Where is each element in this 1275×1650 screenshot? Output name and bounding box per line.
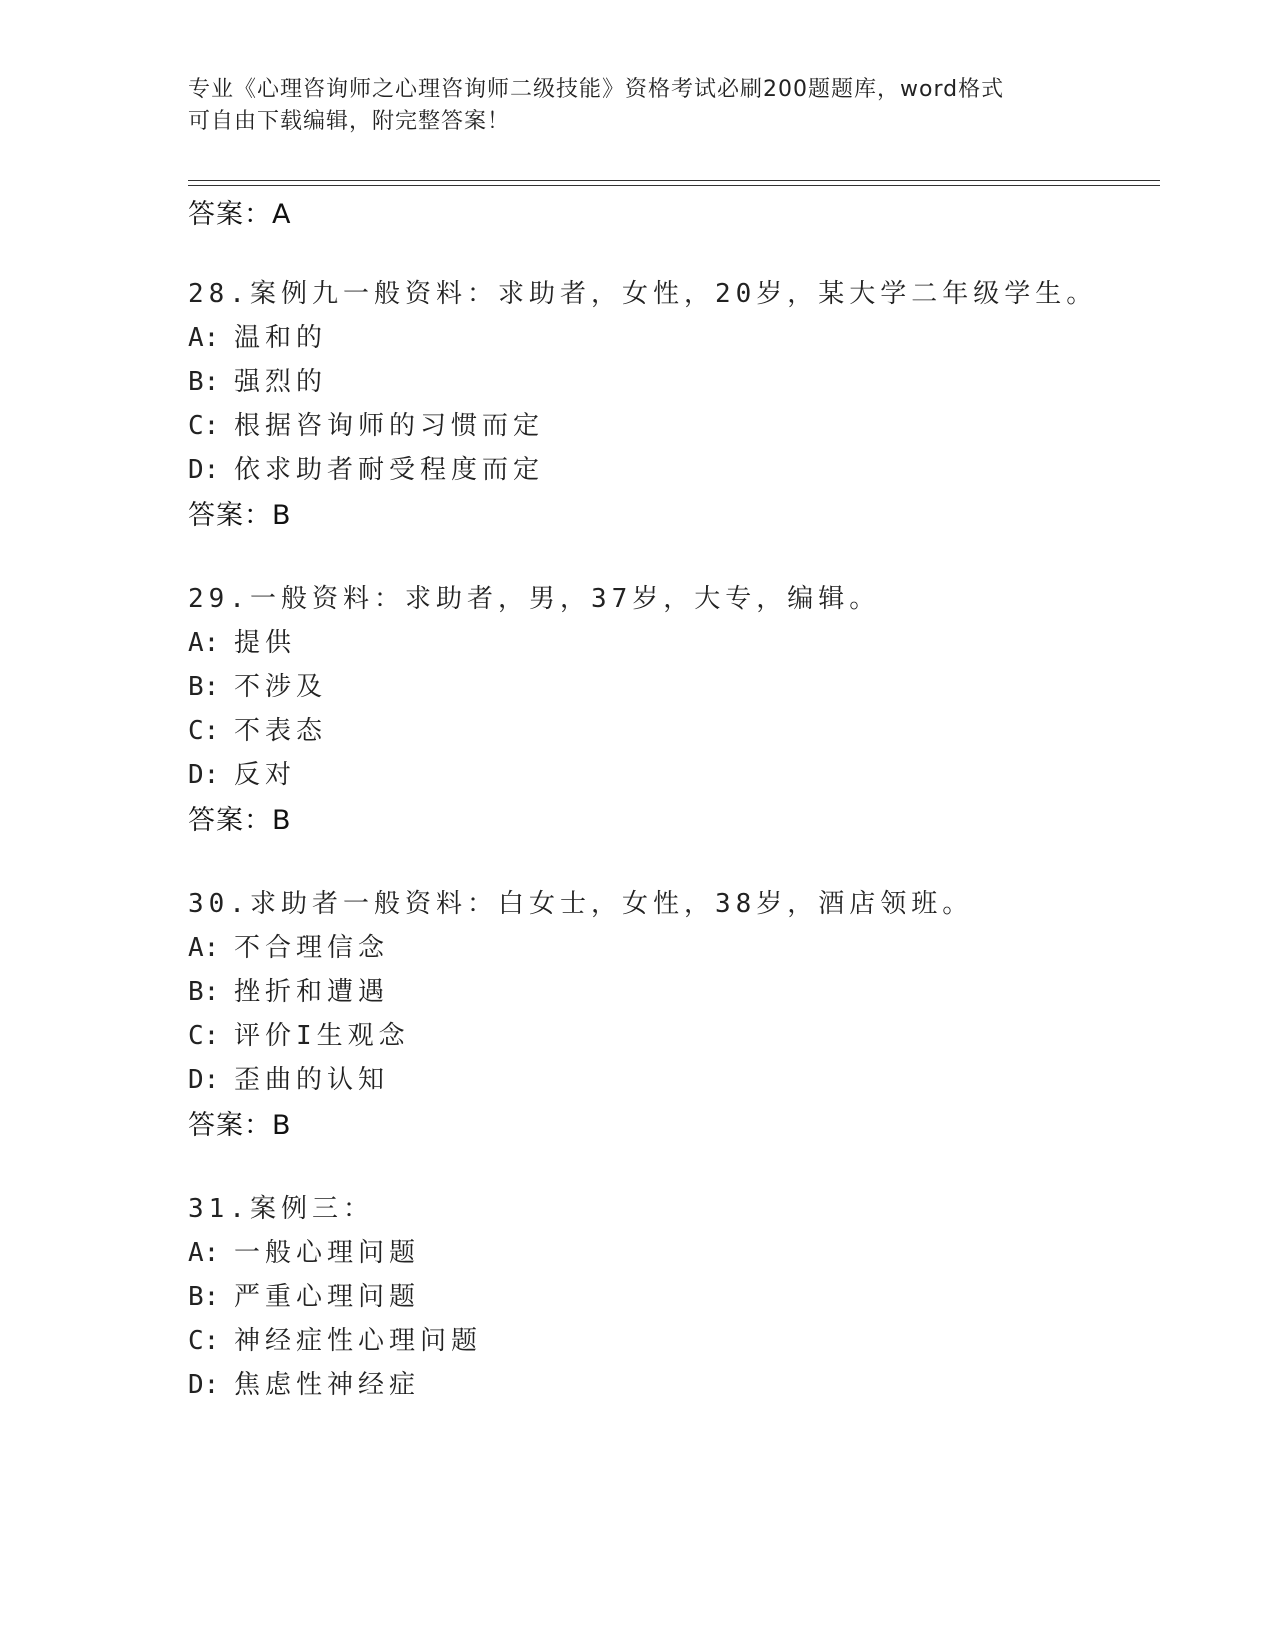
- question-stem: 30.求助者一般资料：白女士，女性，38岁，酒店领班。: [188, 889, 974, 919]
- option-row: [188, 1364, 420, 1401]
- option-letter: D:: [188, 1370, 220, 1400]
- option-row: [188, 1276, 420, 1313]
- option-row: [188, 666, 327, 703]
- option-text: 不表态: [234, 716, 328, 746]
- option-letter: A:: [188, 1238, 220, 1268]
- answer-label: 答案：A: [188, 199, 292, 230]
- option-row: [188, 1015, 410, 1052]
- option-letter: B:: [188, 977, 220, 1007]
- option-text: 根据咨询师的习惯而定: [234, 411, 545, 441]
- option-text: 评价I生观念: [234, 1021, 410, 1051]
- option-row: [188, 405, 544, 442]
- header-rule-top: [188, 180, 1160, 181]
- option-letter: A:: [188, 323, 220, 353]
- option-text: 歪曲的认知: [234, 1065, 390, 1095]
- option-row: [188, 754, 296, 791]
- question-stem: 28.案例九一般资料：求助者，女性，20岁，某大学二年级学生。: [188, 279, 1098, 309]
- option-text: 焦虑性神经症: [234, 1370, 421, 1400]
- option-text: 不涉及: [234, 672, 328, 702]
- option-letter: D:: [188, 1065, 220, 1095]
- option-text: 温和的: [234, 323, 328, 353]
- option-letter: A:: [188, 933, 220, 963]
- header-line-2: 可自由下载编辑，附完整答案！: [188, 109, 511, 134]
- option-letter: C:: [188, 411, 220, 441]
- option-row: [188, 710, 327, 747]
- answer-label: 答案：B: [188, 1110, 292, 1141]
- option-text: 不合理信念: [234, 933, 390, 963]
- answer-label: 答案：B: [188, 500, 292, 531]
- header-line-1: 专业《心理咨询师之心理咨询师二级技能》资格考试必刷200题题库，word格式: [188, 77, 1005, 102]
- option-letter: C:: [188, 1021, 220, 1051]
- option-letter: B:: [188, 1282, 220, 1312]
- option-text: 严重心理问题: [234, 1282, 421, 1312]
- option-row: [188, 1232, 420, 1269]
- option-text: 神经症性心理问题: [234, 1326, 483, 1356]
- option-text: 依求助者耐受程度而定: [234, 455, 545, 485]
- option-letter: C:: [188, 1326, 220, 1356]
- option-letter: C:: [188, 716, 220, 746]
- option-letter: A:: [188, 628, 220, 658]
- option-row: [188, 971, 389, 1008]
- header-rule-bottom: [188, 185, 1160, 186]
- option-row: [188, 622, 296, 659]
- option-letter: B:: [188, 672, 220, 702]
- option-text: 挫折和遭遇: [234, 977, 390, 1007]
- option-letter: B:: [188, 367, 220, 397]
- option-letter: D:: [188, 455, 220, 485]
- option-text: 强烈的: [234, 367, 328, 397]
- question-stem: 31.案例三：: [188, 1194, 374, 1224]
- option-text: 提供: [234, 628, 297, 658]
- option-letter: D:: [188, 760, 220, 790]
- option-text: 反对: [234, 760, 297, 790]
- question-stem: 29.一般资料：求助者，男，37岁，大专，编辑。: [188, 584, 881, 614]
- answer-label: 答案：B: [188, 805, 292, 836]
- option-row: [188, 927, 389, 964]
- option-row: [188, 361, 327, 398]
- option-row: [188, 317, 327, 354]
- document-header: [188, 74, 1088, 138]
- option-row: [188, 449, 544, 486]
- option-text: 一般心理问题: [234, 1238, 421, 1268]
- option-row: [188, 1320, 482, 1357]
- option-row: [188, 1059, 389, 1096]
